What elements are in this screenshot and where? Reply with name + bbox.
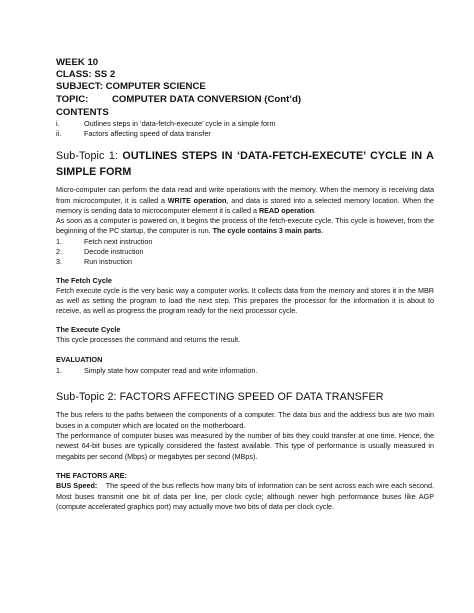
subtopic2-para1: The bus refers to the paths between the components of a computer. The data bus and the address bus are two main buses in a computer which are located on the motherboard.	[56, 410, 434, 430]
bus-speed-label: BUS Speed:	[56, 481, 98, 491]
evaluation-list	[56, 366, 434, 376]
list-item: 1. Simply state how computer read and write information.	[56, 365, 258, 375]
list-item: 3. Run instruction	[56, 257, 132, 267]
contents-title: CONTENTS	[56, 106, 109, 118]
cycle-steps-list	[56, 237, 434, 268]
list-item: 1. Fetch next instruction	[56, 236, 153, 246]
subject-label: SUBJECT: COMPUTER SCIENCE	[56, 81, 206, 93]
subtopic2-heading: Sub-Topic 2: FACTORS AFFECTING SPEED OF DATA TRANSFER	[56, 390, 384, 403]
class-label: CLASS: SS 2	[56, 69, 116, 81]
execute-cycle-title: The Execute Cycle	[56, 324, 121, 334]
bus-speed-paragraph: BUS Speed: The speed of the bus reflects how many bits of information can be sent across each wire each second. Most buses transmit one bit of data per line, per clock cycle; although newer high performance buses like AGP (compute accelerated graphics port) may actually move two bits of data per clock cycle.	[56, 481, 434, 511]
subtopic1-para2: As soon as a computer is powered on, it begins the process of the fetch-execute cycle. This cycle is however, from the beginning of the PC startup, the computer is run. The cycle contains 3 main parts.	[56, 216, 434, 236]
topic-value: COMPUTER DATA CONVERSION (Cont’d)	[112, 93, 302, 105]
fetch-cycle-text: Fetch execute cycle is the very basic way a computer works. It collects data from the memory and stores it in the MBR as well as setting the program to load the next step. This prepares the processor for the information it is about to receive, as well as progress the program ready for the next processor cycle.	[56, 285, 434, 316]
list-item: 2. Decode instruction	[56, 247, 144, 256]
contents-list	[56, 119, 434, 139]
contents-item: i. Outlines steps in ‘data-fetch-execute’ cycle in a simple form	[56, 118, 276, 128]
fetch-cycle-title: The Fetch Cycle	[56, 275, 112, 285]
subtopic1-para1: Micro-computer can perform the data read and write operations with the memory. When the memory is receiving data from microcomputer, it is called a WRITE operation, and data is stored into a selected memory location. When the memory is sending data to microcomputer element it is called a READ operation.	[56, 185, 435, 215]
factors-title: THE FACTORS ARE:	[56, 470, 127, 480]
topic-label: TOPIC:	[56, 93, 89, 105]
week-label: WEEK 10	[56, 57, 99, 68]
subtopic1-heading: Sub-Topic 1: OUTLINES STEPS IN ‘DATA-FETCH-EXECUTE’ CYCLE IN A SIMPLE FORM	[56, 150, 434, 178]
evaluation-title: EVALUATION	[56, 355, 103, 365]
subtopic2-para2: The performance of computer buses was measured by the number of bits they could transfer at one time. Hence, the newest 64-bit buses are typically considered the fastest available. This type of performance is usually measured in megabits per second (Mbps) or megabytes per second (MBps).	[56, 431, 434, 461]
topic-line	[56, 94, 434, 106]
execute-cycle-text: This cycle processes the command and returns the result.	[56, 335, 241, 345]
contents-item: ii. Factors affecting speed of data transfer	[56, 129, 211, 139]
